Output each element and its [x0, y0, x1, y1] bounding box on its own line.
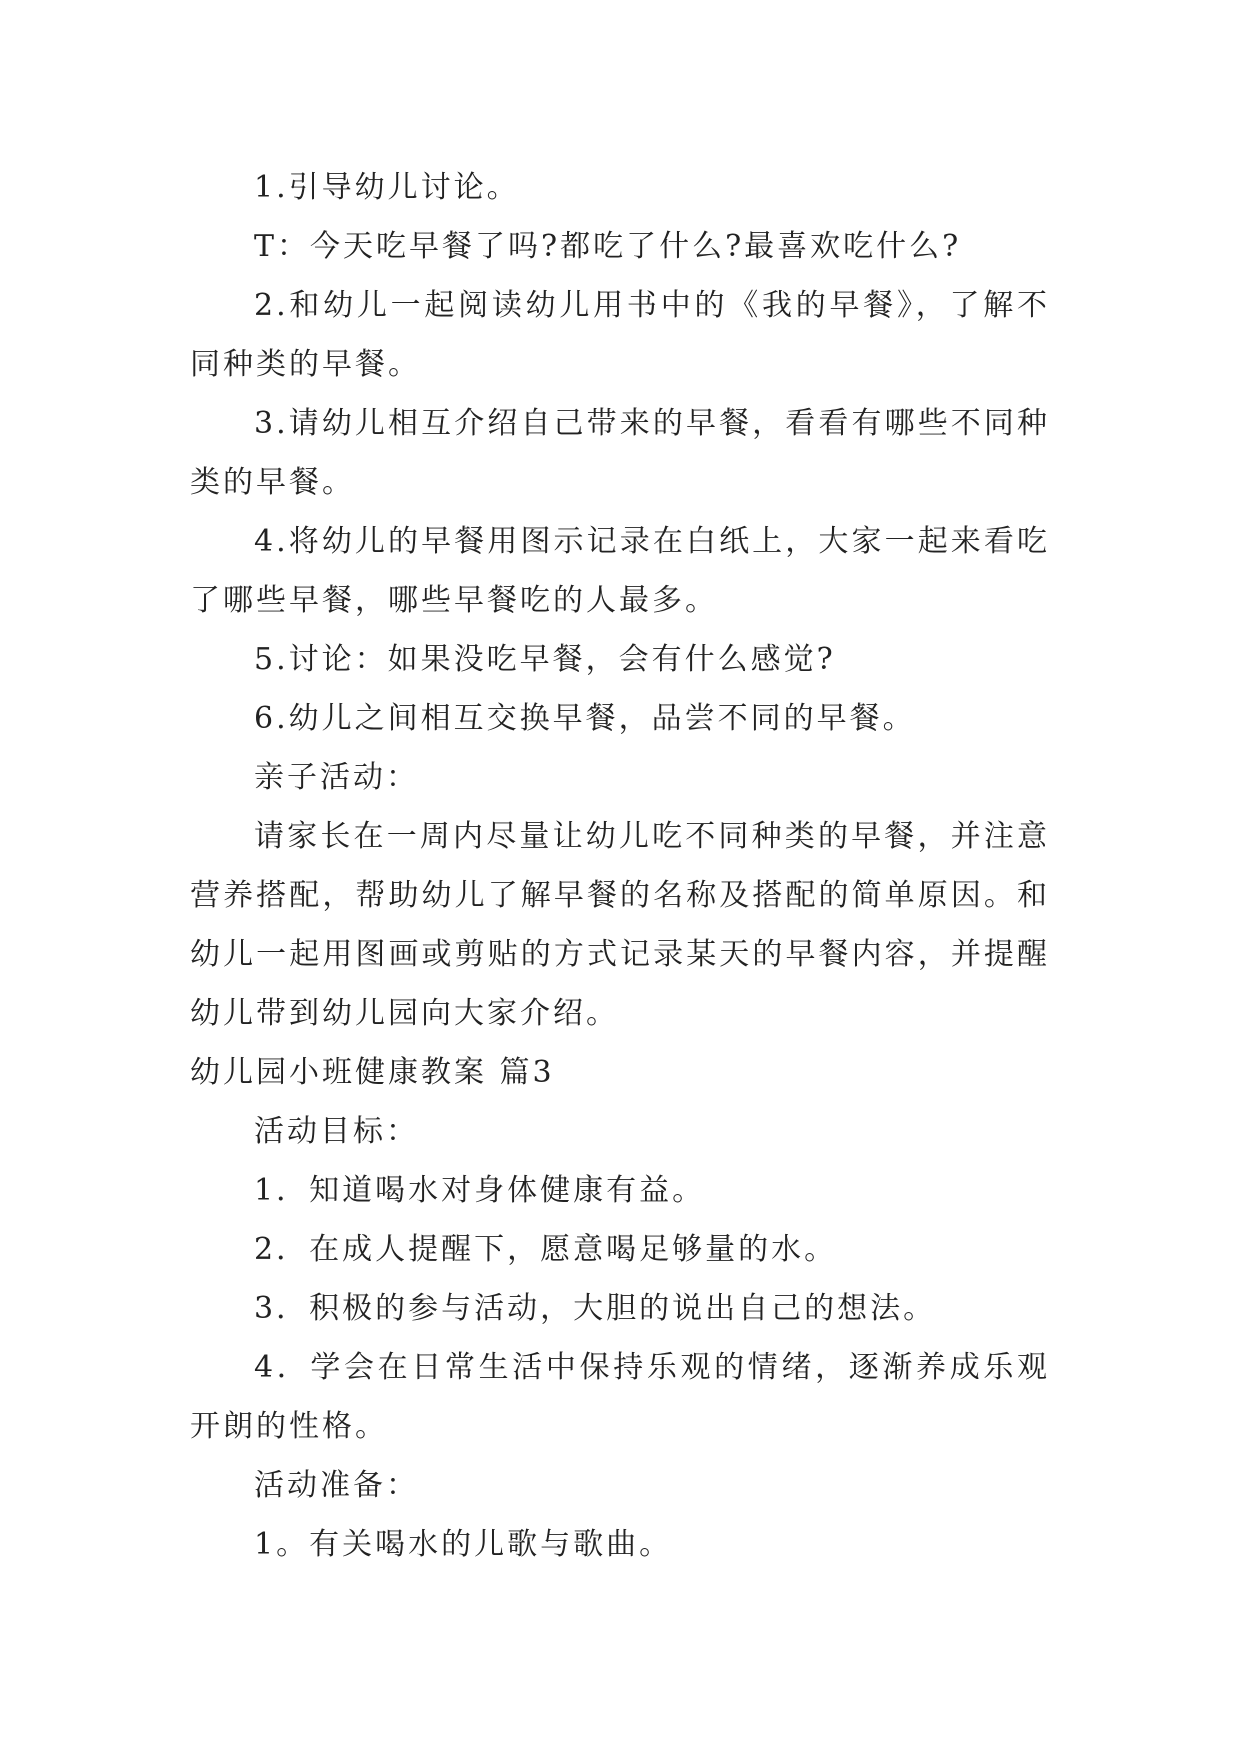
paragraph-step-3: 3.请幼儿相互介绍自己带来的早餐，看看有哪些不同种类的早餐。	[190, 406, 1050, 500]
goal-item-3: 3．积极的参与活动，大胆的说出自己的想法。	[254, 1291, 937, 1326]
paragraph-parent-child-activity: 请家长在一周内尽量让幼儿吃不同种类的早餐，并注意营养搭配，帮助幼儿了解早餐的名称及搭配的简单原因。和幼儿一起用图画或剪贴的方式记录某天的早餐内容，并提醒幼儿带到幼儿园向大家介绍。	[190, 819, 1050, 1031]
document-body	[190, 158, 1050, 1574]
paragraph-teacher-question: T：今天吃早餐了吗?都吃了什么?最喜欢吃什么?	[254, 229, 962, 264]
paragraph-step-2: 2.和幼儿一起阅读幼儿用书中的《我的早餐》，了解不同种类的早餐。	[190, 288, 1050, 382]
goal-item-1: 1．知道喝水对身体健康有益。	[254, 1173, 706, 1208]
paragraph-step-6: 6.幼儿之间相互交换早餐，品尝不同的早餐。	[254, 701, 916, 736]
goal-item-4: 4．学会在日常生活中保持乐观的情绪，逐渐养成乐观开朗的性格。	[190, 1350, 1050, 1444]
goal-item-2: 2．在成人提醒下，愿意喝足够量的水。	[254, 1232, 838, 1267]
paragraph-step-5: 5.讨论：如果没吃早餐，会有什么感觉?	[254, 642, 836, 677]
heading-activity-preparation: 活动准备：	[254, 1468, 419, 1503]
paragraph-step-4: 4.将幼儿的早餐用图示记录在白纸上，大家一起来看吃了哪些早餐，哪些早餐吃的人最多。	[190, 524, 1050, 618]
heading-parent-child-activity: 亲子活动：	[254, 760, 419, 795]
paragraph-step-1: 1.引导幼儿讨论。	[254, 170, 520, 205]
section-title: 幼儿园小班健康教案 篇3	[190, 1055, 555, 1090]
heading-activity-goals: 活动目标：	[254, 1114, 419, 1149]
preparation-item-1: 1。有关喝水的儿歌与歌曲。	[254, 1527, 673, 1562]
